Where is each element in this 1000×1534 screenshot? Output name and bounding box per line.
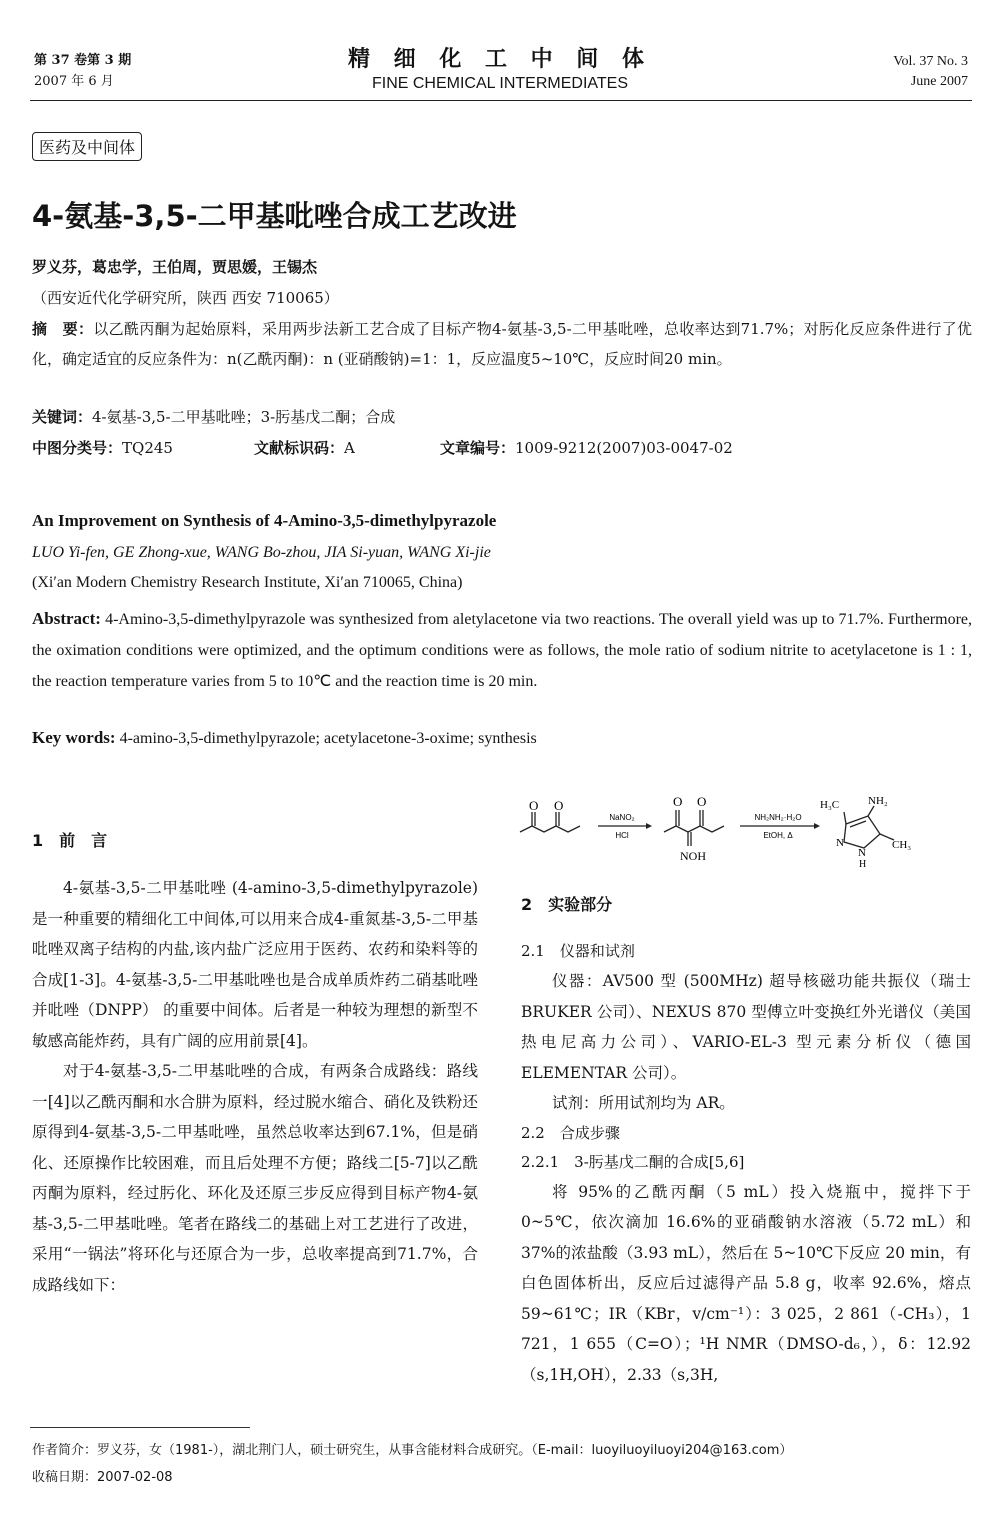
section2-heading: 2 实验部分 xyxy=(521,895,613,914)
doc-code xyxy=(254,437,355,458)
ch3-right-label: CH₃ xyxy=(892,839,912,851)
article-value: 1009-9212(2007)03-0047-02 xyxy=(515,439,733,457)
reagent-1-top: NaNO₂ xyxy=(609,813,635,822)
section22-heading: 2.2 合成步骤 xyxy=(521,1123,620,1142)
reagents-paragraph: 试剂：所用试剂均为 AR。 xyxy=(552,1094,735,1112)
section1-paragraph-2: 对于4-氨基-3,5-二甲基吡唑的合成，有两条合成路线：路线一[4]以乙酰丙酮和水合肼为原料，经过脱水缩合、硝化及铁粉还原得到4-氨基-3,5-二甲基吡唑，虽然总收率达到67.1%，但是硝化、还原操作比较困难，而且后处理不方便；路线二[5-7]以乙酰丙酮为原料，经过肟化、环化及还原三步反应得到目标产物4-氨基-3,5-二甲基吡唑。笔者在路线二的基础上对工艺进行了改进，采用“一锅法”将环化与还原合为一步，总收率提高到71.7%，合成路线如下： xyxy=(32,1062,478,1294)
english-abstract-text: 4-Amino-3,5-dimethylpyrazole was synthesized from aletylacetone via two reactions. The overall yield was up to 71.7%. Furthermore, the oximation conditions were optimized, and the optimum conditions were as follows, the mole ratio of sodium nitrite to acetylacetone is 1 : 1, the reaction temperature varies from 5 to 10℃ and the reaction time is 20 min. xyxy=(32,611,973,690)
clc-value: TQ245 xyxy=(122,439,173,457)
footnote-rule xyxy=(30,1427,250,1428)
author-info-footnote: 作者简介：罗义芬，女（1981-），湖北荆门人，硕士研究生，从事含能材料合成研究。（E-mail：luoyiluoyiluoyi204@163.com） xyxy=(32,1443,793,1458)
instruments-paragraph: 仪器：AV500 型 (500MHz) 超导核磁功能共振仪（瑞士 BRUKER 公司）、NEXUS 870 型傅立叶变换红外光谱仪（美国热电尼高力公司）、VARIO-EL-3 型元素分析仪（德国 ELEMENTAR 公司）。 xyxy=(521,972,971,1082)
left-column xyxy=(32,828,478,1300)
pyrazole-structure xyxy=(844,806,894,848)
o-label-3: O xyxy=(673,794,683,809)
abstract-text-cn: 以乙酰丙酮为起始原料，采用两步法新工艺合成了目标产物4-氨基-3,5-二甲基吡唑，总收率达到71.7%；对肟化反应条件进行了优化，确定适宜的反应条件为：n(乙酰丙酮)：n (亚硝酸钠)=1：1，反应温度5~10℃，反应时间20 min。 xyxy=(32,320,972,368)
english-keywords-text: 4-amino-3,5-dimethylpyrazole; acetylacetone-3-oxime; synthesis xyxy=(119,730,537,747)
english-abstract-label: Abstract: xyxy=(32,609,101,628)
received-date-footnote: 收稿日期：2007-02-08 xyxy=(32,1470,173,1485)
reagent-1-bottom: HCl xyxy=(615,831,629,840)
keywords-label-cn: 关键词： xyxy=(32,408,93,426)
reaction-scheme xyxy=(514,786,974,870)
acetylacetone-structure xyxy=(520,812,580,832)
nh2-label: NH₂ xyxy=(868,795,888,807)
journal-title-cn: 精 细 化 工 中 间 体 xyxy=(348,47,652,72)
authors-cn: 罗义芬，葛忠学，王伯周，贾思媛，王锡杰 xyxy=(32,258,318,276)
section1-heading: 1 前 言 xyxy=(32,831,108,850)
section-tag: 医药及中间体 xyxy=(32,132,142,161)
arrow-1 xyxy=(598,823,652,829)
h-label: H xyxy=(859,859,867,870)
section221-heading: 2.2.1 3-肟基戊二酮的合成[5,6] xyxy=(521,1152,745,1171)
volume-en: Vol. 37 No. 3 xyxy=(893,54,968,69)
english-authors: LUO Yi-fen, GE Zhong-xue, WANG Bo-zhou, JIA Si-yuan, WANG Xi-jie xyxy=(32,544,491,561)
section21-heading: 2.1 仪器和试剂 xyxy=(521,942,635,960)
abstract-cn xyxy=(32,314,972,374)
english-keywords xyxy=(32,728,537,748)
date-cn: 2007 年 6 月 xyxy=(34,74,114,89)
journal-header xyxy=(0,42,1000,93)
reagent-2-bottom: EtOH, Δ xyxy=(763,831,793,840)
affiliation-cn: （西安近代化学研究所，陕西 西安 710065） xyxy=(32,289,339,307)
doc-value: A xyxy=(344,439,355,457)
keywords-text-cn: 4-氨基-3,5-二甲基吡唑；3-肟基戊二酮；合成 xyxy=(92,408,396,426)
o-label-2: O xyxy=(554,798,564,813)
clc-code xyxy=(32,437,173,458)
keywords-cn xyxy=(32,406,395,427)
journal-title-en: FINE CHEMICAL INTERMEDIATES xyxy=(371,75,629,92)
article-number xyxy=(440,437,733,458)
nh-n-label: N xyxy=(858,847,866,859)
paper-title: 4-氨基-3,5-二甲基吡唑合成工艺改进 xyxy=(32,199,517,233)
reagent-2-top: NH₂NH₂·H₂O xyxy=(754,813,802,822)
section221-paragraph: 将 95%的乙酰丙酮（5 mL）投入烧瓶中，搅拌下于 0~5℃，依次滴加 16.6%的亚硝酸钠水溶液（5.72 mL）和 37%的浓盐酸（3.93 mL），然后在 5~10℃下反应 20 min，有白色固体析出，反应后过滤得产品 5.8 g，收率 92.6%，熔点 59~61℃；IR（KBr，v/cm⁻¹）：3 025，2 861（-CH₃），1 721，1 655（C=O）；¹H NMR（DMSO-d₆，），δ：12.92（s,1H,OH），2.33（s,3H, xyxy=(521,1182,971,1384)
volume-cn: 第 37 卷第 3 期 xyxy=(34,53,132,68)
ch3-top-label: H₃C xyxy=(820,799,840,811)
english-abstract xyxy=(32,603,972,697)
english-keywords-label: Key words: xyxy=(32,728,116,747)
clc-label: 中图分类号： xyxy=(32,439,123,457)
arrow-2 xyxy=(740,823,820,829)
header-rule xyxy=(30,100,972,101)
o-label-4: O xyxy=(697,794,707,809)
english-title: An Improvement on Synthesis of 4-Amino-3,5-dimethylpyrazole xyxy=(32,511,497,530)
n-label: N xyxy=(836,837,844,849)
english-affiliation: (Xi′an Modern Chemistry Research Institute, Xi′an 710065, China) xyxy=(32,574,463,591)
date-en: June 2007 xyxy=(910,74,968,89)
oxime-structure xyxy=(664,810,724,846)
issue-info-en xyxy=(893,52,968,92)
section1-paragraph-1: 4-氨基-3,5-二甲基吡唑 (4-amino-3,5-dimethylpyrazole)是一种重要的精细化工中间体,可以用来合成4-重氮基-3,5-二甲基吡唑双离子结构的内盐,该内盐广泛应用于医药、农药和染料等的合成[1-3]。4-氨基-3,5-二甲基吡唑也是合成单质炸药二硝基吡唑并吡唑（DNPP） 的重要中间体。后者是一种较为理想的新型不敏感高能炸药，具有广阔的应用前景[4]。 xyxy=(32,879,478,1050)
oxime-label: NOH xyxy=(680,849,706,863)
o-label-1: O xyxy=(529,798,539,813)
abstract-label-cn: 摘 要： xyxy=(32,320,94,338)
article-label: 文章编号： xyxy=(440,439,516,457)
doc-label: 文献标识码： xyxy=(254,439,345,457)
right-column xyxy=(521,892,971,1390)
